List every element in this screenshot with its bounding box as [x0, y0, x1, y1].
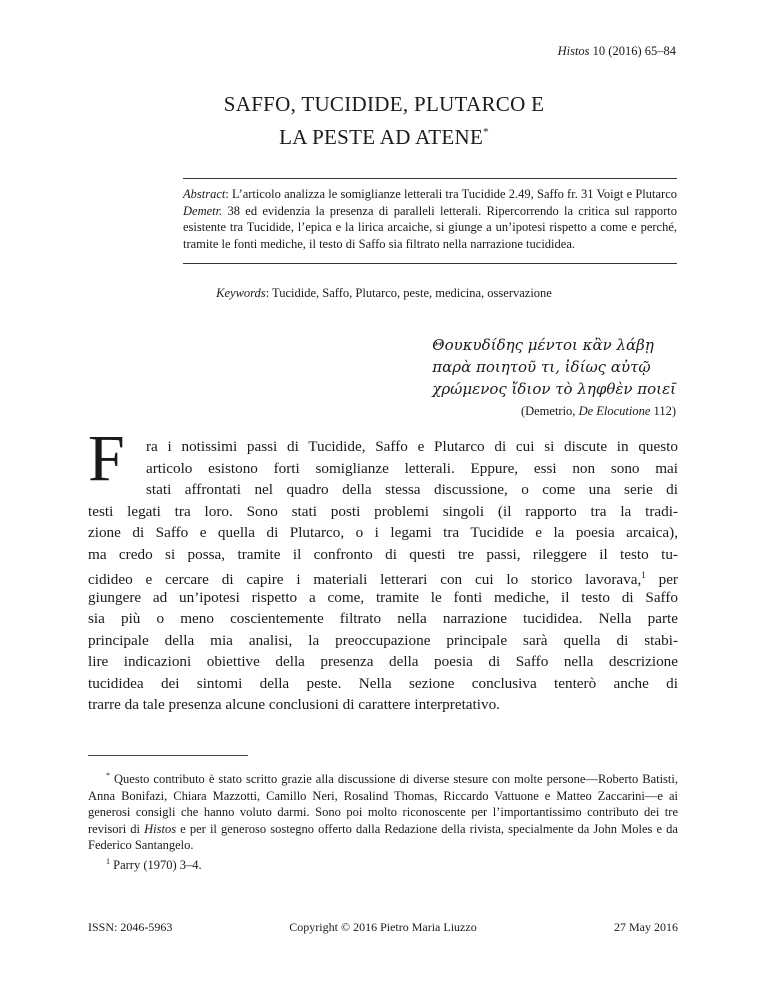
body-line: zione di Saffo e quella di Plutarco, o i legami tra Tucidide e la poesia arcaica),: [88, 524, 678, 541]
footnote-1-text: Parry (1970) 3–4.: [110, 857, 202, 872]
drop-cap: F: [88, 422, 125, 495]
running-head: [558, 44, 676, 59]
keywords-text: : Tucidide, Saffo, Plutarco, peste, medicina, osservazione: [265, 286, 552, 300]
body-line: trarre da tale presenza alcune conclusioni di carattere interpretativo.: [88, 696, 500, 713]
epigraph-source-author: (Demetrio,: [520, 404, 579, 418]
epigraph-line-3: χρώμενος ἴδιον τὸ ληφθὲν ποιεῖ: [432, 380, 676, 398]
title-line-2-wrap: [0, 118, 768, 151]
keywords-label: Keywords: [216, 286, 266, 300]
body-line-with-note: [88, 565, 678, 587]
footnote-1: [88, 854, 678, 874]
footnote-star-mark: *: [106, 771, 110, 780]
abstract-top-rule: [183, 178, 677, 179]
epigraph-source-ref: 112): [650, 404, 676, 418]
body-line: lire indicazioni obiettive della presenza della poesia di Saffo nella descrizione: [88, 653, 678, 670]
body-line: stati affrontati nel quadro della stessa discussione, o come una serie di: [146, 481, 678, 498]
footer-date: 27 May 2016: [614, 920, 678, 934]
footnote-ref-1[interactable]: 1: [641, 570, 646, 580]
journal-volume-pages: 10 (2016) 65–84: [589, 44, 676, 58]
abstract-text-1: : L’articolo analizza le somiglianze letterali tra Tucidide 2.49, Saffo fr. 31 Voigt e Plutarco: [225, 187, 677, 201]
body-line: testi legati tra loro. Sono stati posti problemi singoli (il rapporto tra la tradi-: [88, 502, 678, 520]
title-line-1: SAFFO, TUCIDIDE, PLUTARCO E: [223, 92, 545, 116]
body-line: sia più o meno coscientemente filtrato nella narrazione tucididea. Nella parte: [88, 610, 678, 627]
epigraph-line-2: παρὰ ποιητοῦ τι, ἰδίως αὐτῷ: [432, 358, 651, 376]
body-line: principale della mia analisi, la preoccupazione principale sarà quella di stabi-: [88, 631, 678, 649]
title-note-mark[interactable]: *: [483, 126, 489, 138]
journal-name: Histos: [557, 44, 590, 58]
title-line-2: LA PESTE AD ATENE: [279, 125, 484, 149]
body-line-7a: cidideo e cercare di capire i materiali letterari con cui lo storico lavorava,: [88, 571, 642, 588]
abstract-text-2: 38 ed evidenzia la presenza di paralleli letterali. Ripercorrendo la critica sul rapporto esistente tra Tucidide, l’epica e la lirica arcaiche, si giunge a un’ipotesi rispetto a come e perché, tramite le fonti mediche, il testo di Saffo sia filtrato nella narrazione tucididea.: [183, 203, 677, 251]
footnotes: [88, 768, 678, 873]
body-line: ma credo si possa, tramite il confronto di questi tre passi, rileggere il testo tu-: [88, 545, 678, 563]
footer-copyright: Copyright © 2016 Pietro Maria Liuzzo: [289, 920, 477, 934]
body-text: [88, 436, 678, 716]
footnote-1-mark: 1: [106, 856, 110, 866]
epigraph-source-work: De Elocutione: [578, 404, 651, 418]
footnote-star: [88, 768, 678, 854]
epigraph-line-1: Θουκυδίδης μέντοι κἂν λάβῃ: [432, 336, 654, 354]
abstract-demetr: Demetr.: [183, 203, 223, 218]
body-line: ra i notissimi passi di Tucidide, Saffo e Plutarco di cui si discute in questo: [146, 438, 678, 455]
abstract-label: Abstract: [183, 187, 226, 201]
article-title: [0, 90, 768, 151]
abstract-bottom-rule: [183, 263, 677, 264]
footnote-rule: [88, 755, 248, 756]
epigraph-source: [432, 404, 676, 419]
body-line: giungere ad un’ipotesi rispetto a come, tramite le fonti mediche, il testo di Saffo: [88, 588, 678, 606]
keywords: [0, 286, 768, 301]
body-line-7b: per: [645, 571, 678, 588]
footer-issn: ISSN: 2046-5963: [88, 920, 173, 934]
footnote-star-journal: Histos: [144, 821, 177, 836]
body-line: articolo esistono forti somiglianze letterali. Eppure, essi non sono mai: [146, 459, 678, 477]
body-line: tucididea dei sintomi della peste. Nella sezione conclusiva tenterò anche di: [88, 674, 678, 692]
abstract: [183, 186, 677, 252]
footnote-star-text-1: Questo contributo è stato scritto grazie alla discussione di diverse stesure con molte persone—Roberto Batisti, Anna Bonifazi, Chiara Mazzotti, Camillo Neri, Rosalind Thomas, Riccardo Vattuone e Matteo Zaccarini—e ai generosi consigli che hanno voluto darmi. Sono poi molto riconoscente per l’importantissimo contributo dei tre revisori di: [88, 772, 678, 836]
footnote-star-text-2: e per il generoso sostegno offerto dalla Redazione della rivista, specialmente da John Moles e da Federico Santangelo.: [88, 821, 678, 852]
epigraph-greek: [432, 334, 676, 400]
epigraph: [432, 334, 676, 419]
